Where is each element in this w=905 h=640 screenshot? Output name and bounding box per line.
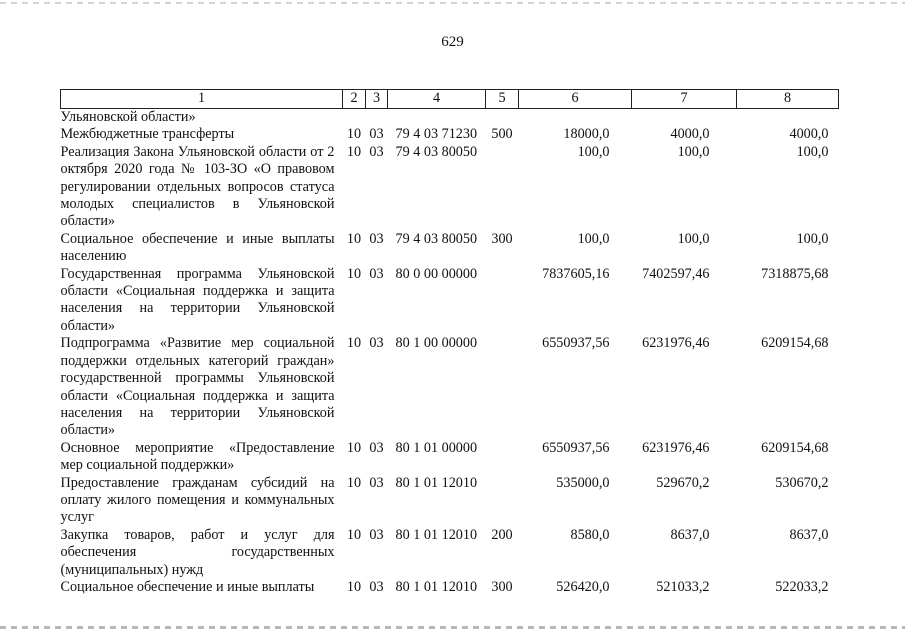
column-header: 8 — [737, 90, 839, 109]
amount-col6-cell: 6550937,56 — [542, 335, 610, 352]
target-article-cell: 79 4 03 80050 — [395, 230, 478, 247]
section-code-cell: 10 — [346, 335, 362, 352]
amount-col8-cell — [737, 109, 839, 127]
table-row — [61, 231, 839, 266]
section-code-cell: 10 — [346, 230, 362, 247]
section-code-cell: 10 — [346, 439, 362, 456]
expense-type-cell: 500 — [491, 126, 513, 143]
scan-bottom-edge — [0, 626, 905, 629]
amount-col8-cell: 522033,2 — [775, 578, 829, 595]
amount-col7-cell: 529670,2 — [656, 474, 710, 491]
amount-col7-cell — [632, 109, 737, 127]
amount-col6-cell: 18000,0 — [563, 126, 610, 143]
row-name-cell: Предоставление гражданам субсидий на оплату жилого помещения и коммунальных услуг — [60, 474, 335, 526]
amount-col6-cell: 526420,0 — [556, 578, 610, 595]
table-row — [61, 579, 839, 596]
amount-col6-cell: 8580,0 — [570, 526, 610, 543]
page-number: 629 — [441, 34, 464, 50]
table-row — [61, 475, 839, 527]
scan-top-edge — [0, 2, 905, 4]
expense-type-cell — [486, 475, 519, 527]
table-row — [61, 126, 839, 143]
amount-col8-cell: 8637,0 — [789, 526, 829, 543]
expense-type-cell — [486, 266, 519, 336]
section-code-cell: 10 — [346, 265, 362, 282]
budget-table — [60, 89, 839, 596]
section-code-cell: 10 — [346, 578, 362, 595]
subsection-code-cell: 03 — [369, 126, 384, 143]
target-article-cell: 80 1 01 12010 — [395, 578, 478, 595]
section-code-cell: 10 — [346, 474, 362, 491]
target-article-cell: 79 4 03 71230 — [395, 126, 478, 143]
subsection-code-cell: 03 — [369, 143, 384, 160]
column-header: 7 — [632, 90, 737, 109]
column-header: 1 — [61, 90, 343, 109]
row-name-cell: Межбюджетные трансферты — [60, 126, 235, 143]
amount-col8-cell: 6209154,68 — [761, 439, 829, 456]
amount-col7-cell: 100,0 — [677, 230, 710, 247]
subsection-code-cell: 03 — [369, 526, 384, 543]
subsection-code-cell: 03 — [369, 230, 384, 247]
expense-type-cell — [486, 440, 519, 475]
subsection-code-cell: 03 — [369, 474, 384, 491]
target-article-cell: 80 0 00 00000 — [395, 265, 478, 282]
amount-col8-cell: 6209154,68 — [761, 335, 829, 352]
row-name-cell: Закупка товаров, работ и услуг для обеспечения государственных (муниципальных) нужд — [60, 526, 335, 578]
section-code-cell: 10 — [346, 126, 362, 143]
subsection-code-cell: 03 — [369, 265, 384, 282]
amount-col8-cell: 4000,0 — [789, 126, 829, 143]
subsection-code-cell: 03 — [369, 439, 384, 456]
section-code-cell — [343, 109, 366, 127]
expense-type-cell: 300 — [491, 578, 513, 595]
amount-col6-cell: 100,0 — [577, 143, 610, 160]
amount-col6-cell: 100,0 — [577, 230, 610, 247]
target-article-cell: 79 4 03 80050 — [395, 143, 478, 160]
column-header: 2 — [343, 90, 366, 109]
amount-col7-cell: 521033,2 — [656, 578, 710, 595]
target-article-cell: 80 1 01 12010 — [395, 474, 478, 491]
target-article-cell: 80 1 01 12010 — [395, 526, 478, 543]
column-header: 3 — [366, 90, 388, 109]
row-name-cell: Социальное обеспечение и иные выплаты населению — [60, 230, 335, 265]
amount-col7-cell: 4000,0 — [670, 126, 710, 143]
amount-col8-cell: 7318875,68 — [761, 265, 829, 282]
table-row — [61, 440, 839, 475]
expense-type-cell: 300 — [491, 230, 513, 247]
target-article-cell: 80 1 00 00000 — [395, 335, 478, 352]
subsection-code-cell — [366, 109, 388, 127]
table-row — [61, 109, 839, 127]
row-name-cell: Основное мероприятие «Предоставление мер социальной поддержки» — [60, 439, 335, 474]
amount-col7-cell: 100,0 — [677, 143, 710, 160]
subsection-code-cell: 03 — [369, 578, 384, 595]
column-header: 5 — [486, 90, 519, 109]
row-name-cell: Ульяновской области» — [60, 109, 196, 125]
expense-type-cell: 200 — [491, 526, 513, 543]
amount-col7-cell: 8637,0 — [670, 526, 710, 543]
amount-col6-cell: 7837605,16 — [542, 265, 610, 282]
subsection-code-cell: 03 — [369, 335, 384, 352]
table-row — [61, 527, 839, 579]
row-name-cell: Государственная программа Ульяновской области «Социальная поддержка и защита населения на территории Ульяновской области» — [60, 265, 335, 334]
expense-type-cell — [486, 335, 519, 439]
expense-type-cell — [486, 109, 519, 127]
table-row — [61, 266, 839, 336]
target-article-cell: 80 1 01 00000 — [395, 439, 478, 456]
row-name-cell: Реализация Закона Ульяновской области от 2 октября 2020 года № 103-ЗО «О правовом регулировании отдельных вопросов статуса молодых специалистов в Ульяновской области» — [60, 143, 335, 230]
row-name-cell: Подпрограмма «Развитие мер социальной поддержки отдельных категорий граждан» государственной программы Ульяновской области «Социальная поддержка и защита населения на территории Ульяновской области» — [60, 335, 335, 439]
amount-col6-cell: 6550937,56 — [542, 439, 610, 456]
column-header: 4 — [388, 90, 486, 109]
amount-col8-cell: 100,0 — [796, 230, 829, 247]
table-row — [61, 335, 839, 439]
table-header-row — [61, 90, 839, 109]
expense-type-cell — [486, 144, 519, 231]
amount-col8-cell: 530670,2 — [775, 474, 829, 491]
row-name-cell: Социальное обеспечение и иные выплаты — [60, 578, 315, 595]
amount-col7-cell: 7402597,46 — [642, 265, 710, 282]
column-header: 6 — [519, 90, 632, 109]
section-code-cell: 10 — [346, 143, 362, 160]
section-code-cell: 10 — [346, 526, 362, 543]
amount-col6-cell: 535000,0 — [556, 474, 610, 491]
amount-col6-cell — [519, 109, 632, 127]
amount-col7-cell: 6231976,46 — [642, 439, 710, 456]
amount-col7-cell: 6231976,46 — [642, 335, 710, 352]
table-row — [61, 144, 839, 231]
amount-col8-cell: 100,0 — [796, 143, 829, 160]
target-article-cell — [388, 109, 486, 127]
table-body — [61, 109, 839, 597]
